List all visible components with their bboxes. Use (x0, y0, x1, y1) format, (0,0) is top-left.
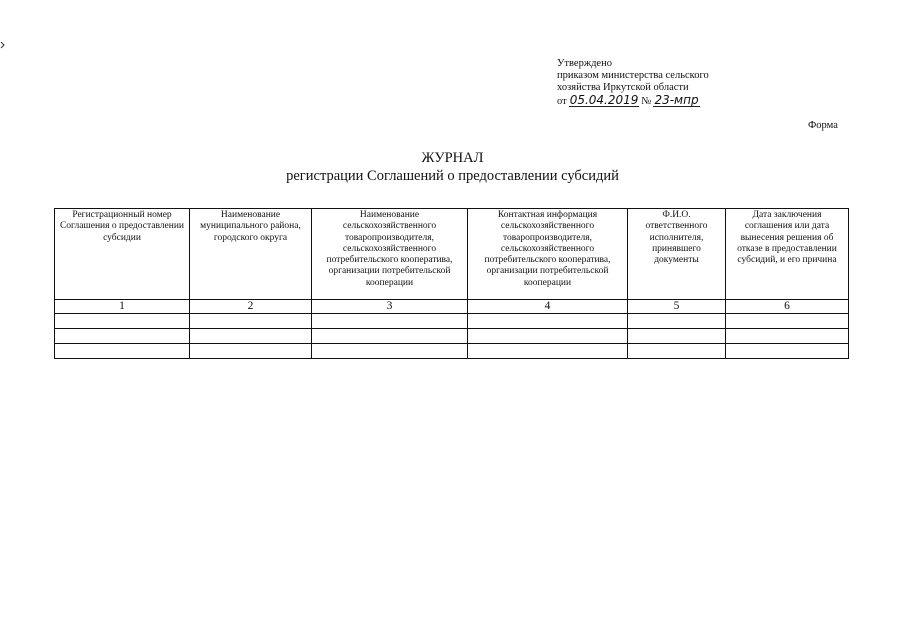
table-row (55, 329, 849, 344)
approval-line-1: Утверждено (557, 58, 612, 69)
document-title (0, 149, 905, 185)
empty-cell (726, 314, 849, 329)
empty-cell (190, 329, 312, 344)
empty-cell (312, 329, 468, 344)
handwritten-number: 23-мпр (654, 93, 699, 107)
date-prefix: от (557, 96, 567, 107)
header-municipal-district: Наименование муниципального района, городского округа (190, 209, 312, 300)
header-producer-name: Наименование сельскохозяйственного товаропроизводителя, сельскохозяйственного потребительского кооператива, организации потребительской кооперации (312, 209, 468, 300)
journal-table (54, 208, 849, 359)
table-header-row (55, 209, 849, 300)
empty-cell (468, 344, 628, 359)
approval-date-number (557, 94, 709, 108)
column-number: 6 (726, 300, 849, 314)
empty-cell (55, 314, 190, 329)
empty-cell (312, 344, 468, 359)
header-contact-info: Контактная информация сельскохозяйственного товаропроизводителя, сельскохозяйственного потребительского кооператива, организации потребительской кооперации (468, 209, 628, 300)
empty-cell (312, 314, 468, 329)
empty-cell (468, 314, 628, 329)
approval-stamp (557, 58, 709, 108)
number-prefix: № (641, 96, 652, 107)
header-responsible-person: Ф.И.О. ответственного исполнителя, принявшего документы (628, 209, 726, 300)
empty-cell (628, 314, 726, 329)
empty-cell (468, 329, 628, 344)
column-number: 4 (468, 300, 628, 314)
empty-cell (628, 344, 726, 359)
table-row (55, 314, 849, 329)
table-row (55, 344, 849, 359)
column-number: 5 (628, 300, 726, 314)
empty-cell (628, 329, 726, 344)
column-number-row (55, 300, 849, 314)
empty-cell (55, 344, 190, 359)
form-label: Форма (808, 120, 838, 131)
title-subheading: регистрации Соглашений о предоставлении субсидий (286, 168, 619, 184)
header-agreement-date: Дата заключения соглашения или дата вынесения решения об отказе в предоставлении субсидий, и его причина (726, 209, 849, 300)
approval-line-3: хозяйства Иркутской области (557, 82, 689, 93)
empty-cell (726, 344, 849, 359)
empty-cell (55, 329, 190, 344)
header-registration-number: Регистрационный номер Соглашения о предоставлении субсидии (55, 209, 190, 300)
empty-cell (190, 314, 312, 329)
empty-cell (190, 344, 312, 359)
title-heading: ЖУРНАЛ (421, 150, 484, 166)
scan-edge-mark (0, 42, 5, 49)
empty-cell (726, 329, 849, 344)
handwritten-date: 05.04.2019 (569, 93, 639, 107)
column-number: 1 (55, 300, 190, 314)
column-number: 3 (312, 300, 468, 314)
approval-line-2: приказом министерства сельского (557, 70, 709, 81)
column-number: 2 (190, 300, 312, 314)
